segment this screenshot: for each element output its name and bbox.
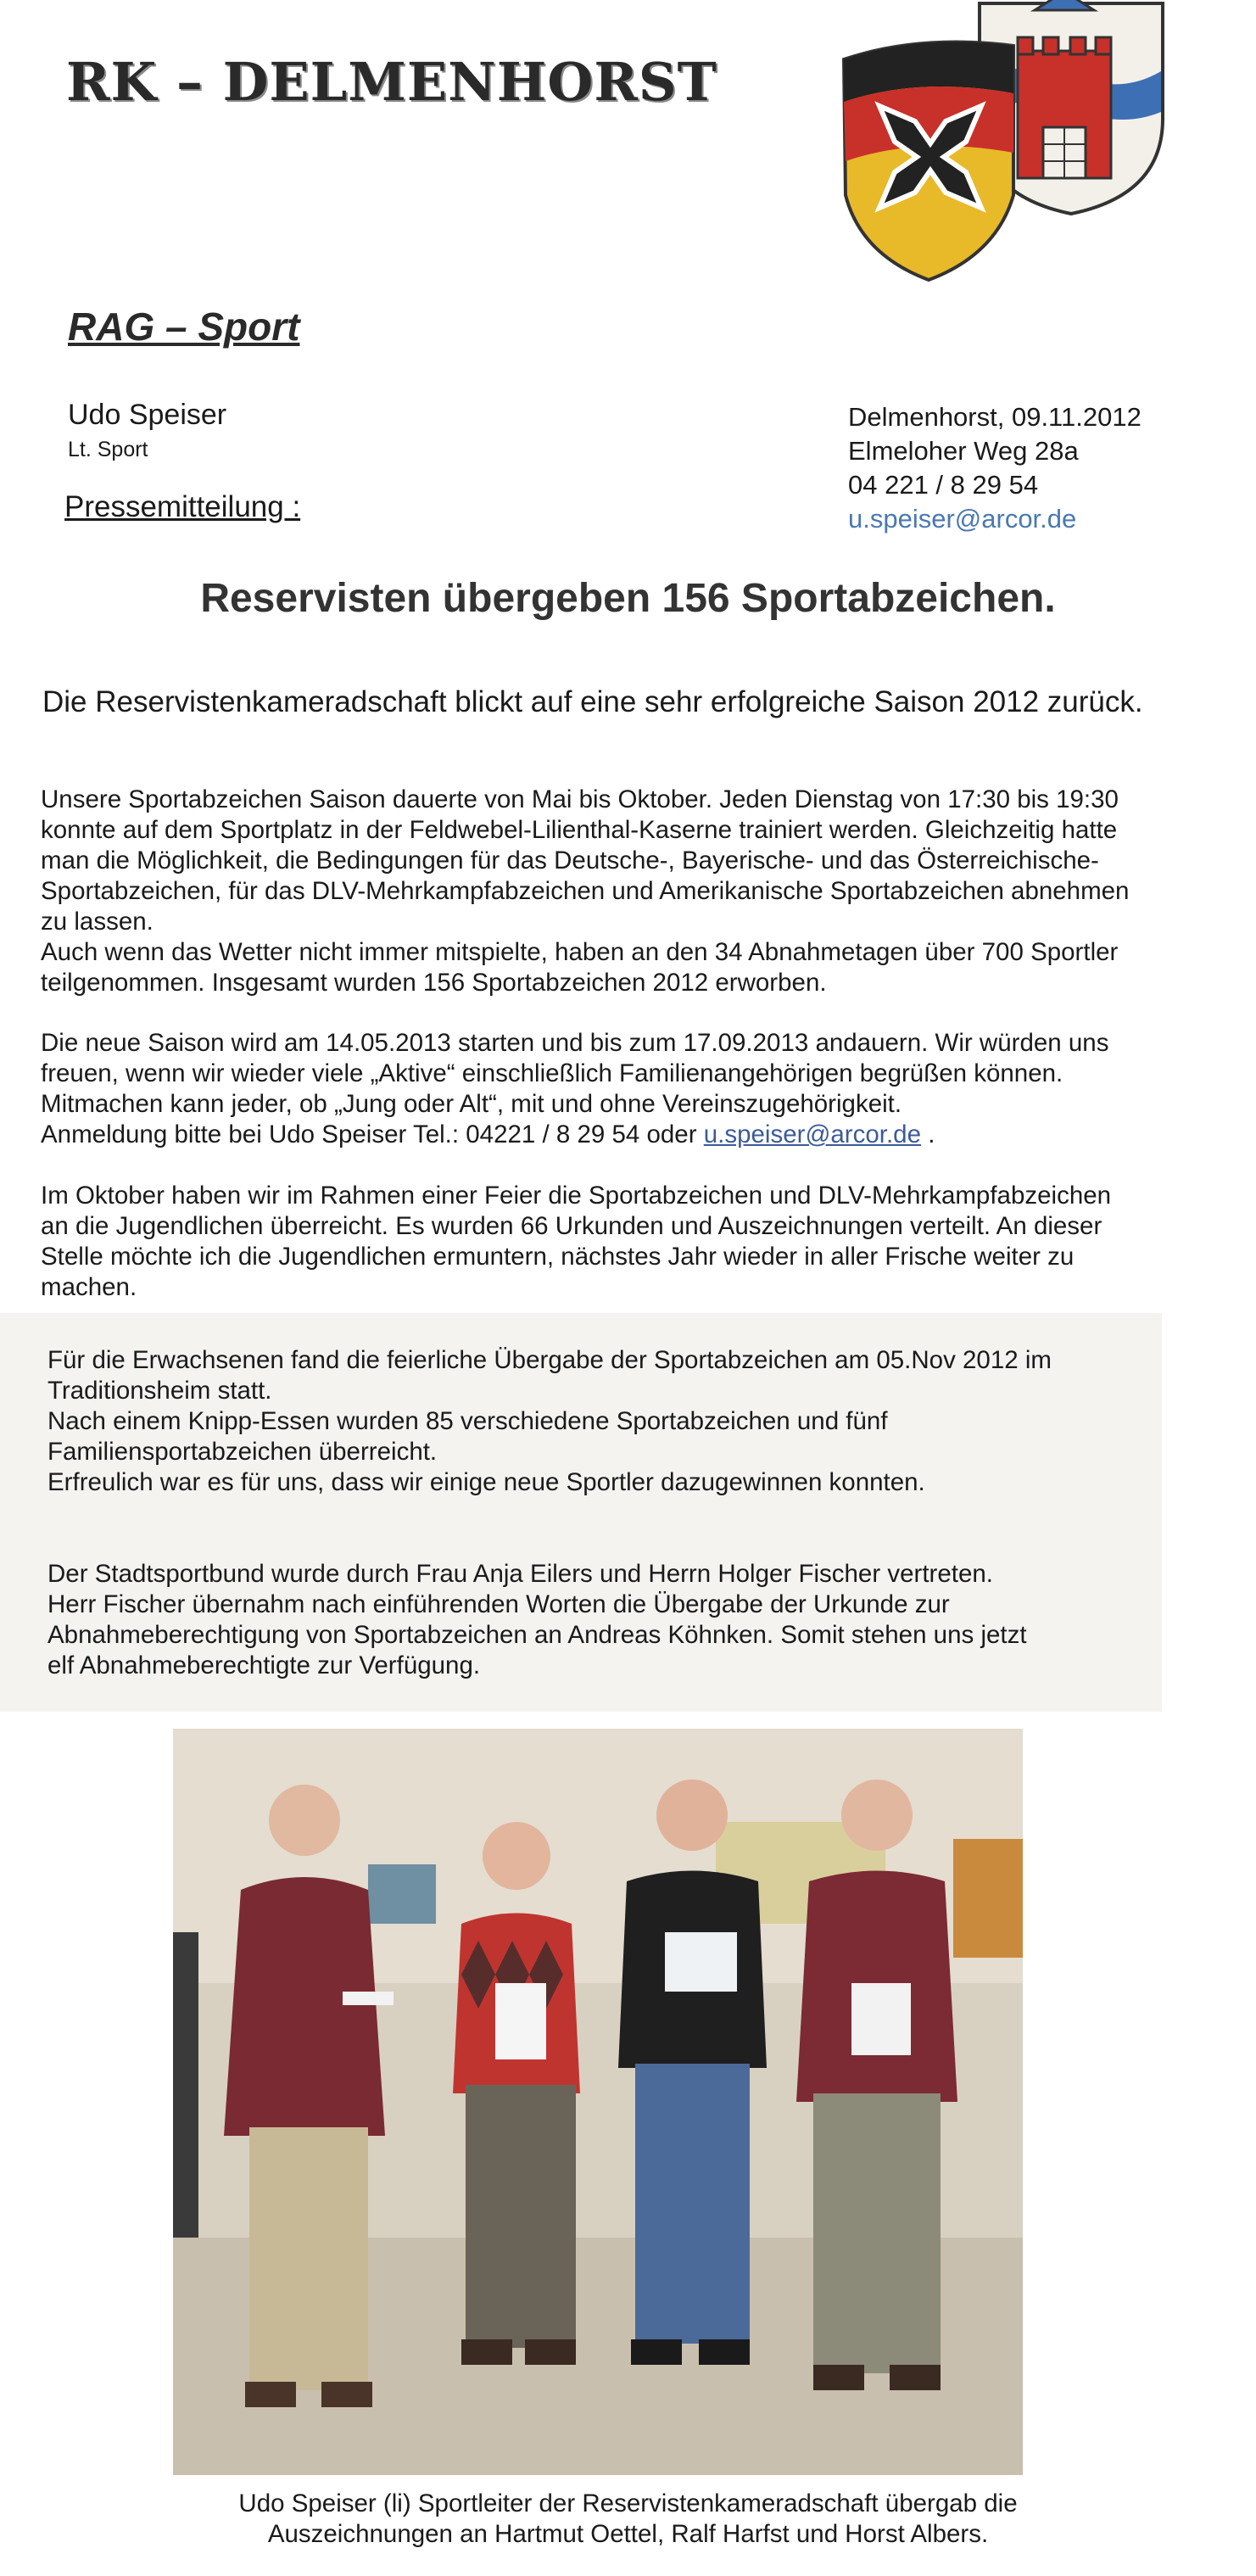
organization-title: RK – DELMENHORST	[66, 51, 717, 113]
text-line: Nach einem Knipp-Essen wurden 85 verschiedene Sportabzeichen und fünf	[47, 1407, 888, 1435]
coat-of-arms	[827, 0, 1183, 288]
place-date: Delmenhorst, 09.11.2012	[848, 402, 1142, 432]
text-line: Im Oktober haben wir im Rahmen einer Feier die Sportabzeichen und DLV-Mehrkampfabzeichen	[41, 1182, 1112, 1210]
coat-of-arms-image	[827, 0, 1183, 288]
text-line: Unsere Sportabzeichen Saison dauerte von Mai bis Oktober. Jeden Dienstag von 17:30 bis 19:30	[41, 785, 1119, 813]
contact-email-link[interactable]: u.speiser@arcor.de	[848, 504, 1077, 534]
paragraph-adults	[47, 1345, 1150, 1498]
text-line: Mitmachen kann jeder, ob „Jung oder Alt“, mit und ohne Vereinszugehörigkeit.	[41, 1090, 902, 1118]
text-line: machen.	[41, 1273, 137, 1301]
text-line: konnte auf dem Sportplatz in der Feldwebel-Lilienthal-Kaserne trainiert werden. Gleichzeitig hatte	[41, 816, 1118, 844]
text-line: an die Jugendlichen überreicht. Es wurden 66 Urkunden und Auszeichnungen verteilt. An dieser	[41, 1212, 1102, 1240]
paragraph-season	[41, 785, 1228, 998]
reservisten-crest-icon	[844, 42, 1013, 280]
text-line: Abnahmeberechtigung von Sportabzeichen an Andreas Köhnken. Somit stehen uns jetzt	[47, 1621, 1027, 1649]
phone-number: 04 221 / 8 29 54	[848, 470, 1039, 500]
section-title: RAG – Sport	[68, 305, 300, 349]
text-line: Für die Erwachsenen fand die feierliche Übergabe der Sportabzeichen am 05.Nov 2012 im	[47, 1346, 1052, 1374]
headline: Reservisten übergeben 156 Sportabzeichen.	[200, 576, 1056, 621]
text-line: zu lassen.	[41, 908, 154, 936]
text-line: Sportabzeichen, für das DLV-Mehrkampfabzeichen und Amerikanische Sportabzeichen abnehmen	[41, 877, 1130, 905]
paragraph-youth	[41, 1181, 1228, 1303]
caption-line: Udo Speiser (li) Sportleiter der Reservistenkameradschaft übergab die	[238, 2489, 1018, 2517]
text-line: Auch wenn das Wetter nicht immer mitspielte, haben an den 34 Abnahmetagen über 700 Sportler	[41, 938, 1119, 966]
text-line: freuen, wenn wir wieder viele „Aktive“ einschließlich Familienangehörigen begrüßen können.	[41, 1059, 1063, 1087]
paragraph-stadtsportbund	[47, 1559, 1150, 1681]
group-photo-image	[173, 1729, 1023, 2475]
group-photo	[173, 1729, 1023, 2475]
text-line: Familiensportabzeichen überreicht.	[47, 1438, 438, 1466]
registration-text: Anmeldung bitte bei Udo Speiser Tel.: 04221 / 8 29 54 oder	[41, 1120, 704, 1148]
registration-line	[41, 1120, 1228, 1150]
author-role: Lt. Sport	[68, 438, 148, 461]
caption-line: Auszeichnungen an Hartmut Oettel, Ralf Harfst und Horst Albers.	[267, 2520, 989, 2548]
text-line: elf Abnahmeberechtigte zur Verfügung.	[47, 1651, 481, 1679]
photo-caption	[0, 2489, 1256, 2550]
text-line: Der Stadtsportbund wurde durch Frau Anja Eilers und Herrn Holger Fischer vertreten.	[47, 1560, 993, 1588]
paragraph-new-season	[41, 1028, 1228, 1150]
press-release-label: Pressemitteilung :	[64, 490, 301, 523]
contact-block	[848, 400, 1142, 536]
text-line: Stelle möchte ich die Jugendlichen ermuntern, nächstes Jahr wieder in aller Frische weiter zu	[41, 1243, 1075, 1271]
text-line: Herr Fischer übernahm nach einführenden Worten die Übergabe der Urkunde zur	[47, 1590, 950, 1618]
text-line: Erfreulich war es für uns, dass wir einige neue Sportler dazugewinnen konnten.	[47, 1468, 925, 1496]
author-name: Udo Speiser	[68, 399, 227, 431]
text-line: teilgenommen. Insgesamt wurden 156 Sportabzeichen 2012 erworben.	[41, 969, 827, 997]
registration-email-link[interactable]: u.speiser@arcor.de	[703, 1120, 921, 1148]
text-line: Traditionsheim statt.	[47, 1377, 272, 1405]
text-line: Die neue Saison wird am 14.05.2013 starten und bis zum 17.09.2013 andauern. Wir würden uns	[41, 1029, 1109, 1057]
lead-sentence: Die Reservistenkameradschaft blickt auf eine sehr erfolgreiche Saison 2012 zurück.	[42, 685, 1143, 718]
street-address: Elmeloher Weg 28a	[848, 436, 1079, 466]
registration-suffix: .	[921, 1120, 935, 1148]
text-line: man die Möglichkeit, die Bedingungen für das Deutsche-, Bayerische- und das Österreichische-	[41, 847, 1099, 874]
